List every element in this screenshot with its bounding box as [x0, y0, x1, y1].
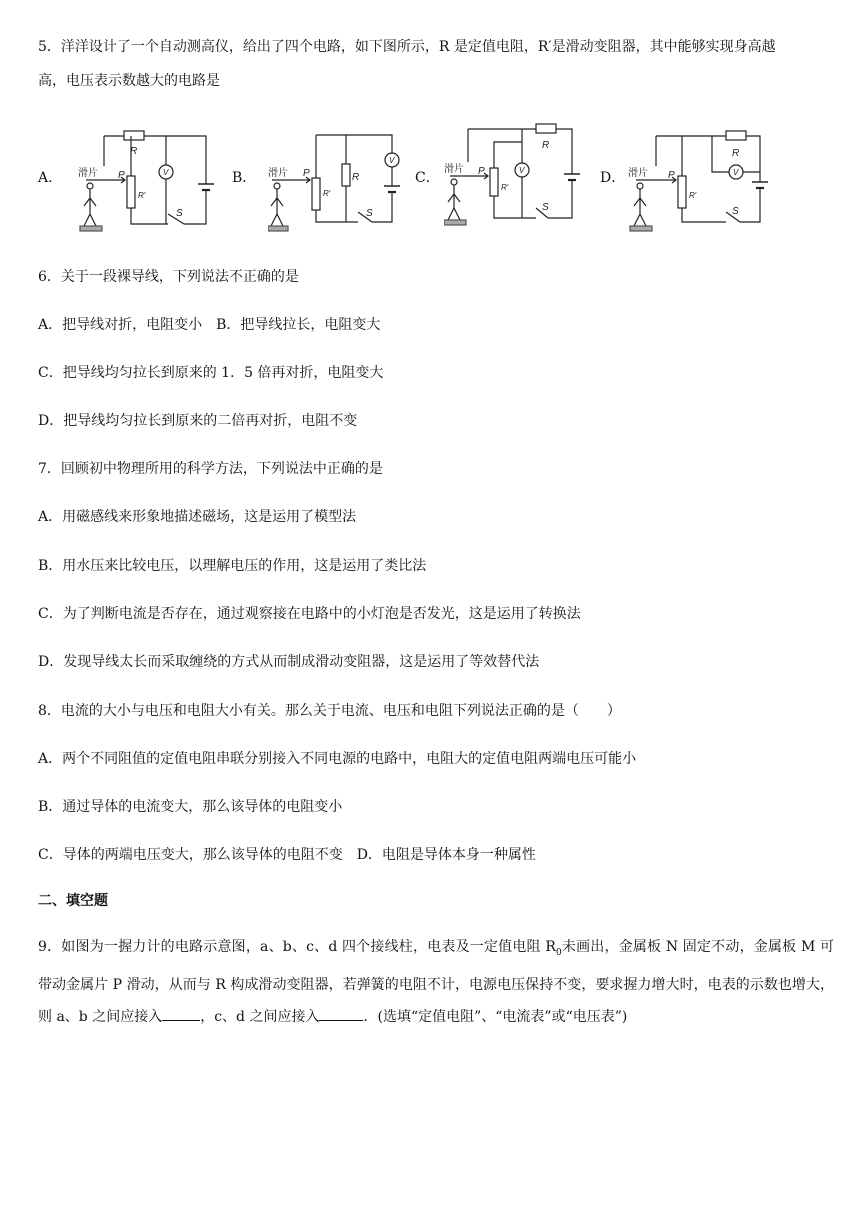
circuit-c-r-label: R	[542, 140, 550, 151]
q9-subscript: 0	[555, 947, 562, 958]
circuit-c-voltmeter-label: V	[519, 166, 525, 175]
q8-option-b: B．通过导体的电流变大，那么该导体的电阻变小	[38, 799, 343, 815]
circuit-diagram-d	[628, 126, 778, 236]
circuit-c-slider-label: 滑片	[444, 164, 464, 175]
q7-stem: 7．回顾初中物理所用的科学方法，下列说法中正确的是	[38, 461, 383, 477]
q7-option-a: A．用磁感线来形象地描述磁场，这是运用了模型法	[38, 509, 357, 525]
circuit-d-slider-label: 滑片	[628, 168, 648, 179]
q9-blank-ab[interactable]	[162, 1005, 200, 1021]
q5-option-a-label: A．	[38, 170, 63, 186]
circuit-b-slider-label: 滑片	[268, 168, 288, 179]
q5-stem-line2: 高，电压表示数越大的电路是	[38, 73, 220, 89]
q9-text-part2: 未画出，金属板 N 固定不动，金属板 M 可带动金属片 P 滑动，从而与 R 构成滑动变阻器，若弹簧的电阻不计，电源电压保持不变，要求握力增大时，电表的示数也增大，则 a、b 之间应接入	[38, 939, 834, 1025]
circuit-d-rprime-label: R′	[689, 191, 697, 200]
q9-text-part4: ．(选填“定值电阻”、“电流表”或“电压表”)	[363, 1008, 628, 1025]
circuit-c-rprime-label: R′	[501, 183, 509, 192]
circuit-a-slider-label: 滑片	[78, 168, 98, 179]
q9-text-part3: ，c、d 之间应接入	[200, 1008, 320, 1025]
circuit-diagram-a	[76, 126, 226, 236]
q9-stem	[38, 931, 834, 1033]
q8-option-a: A．两个不同阻值的定值电阻串联分别接入不同电源的电路中，电阻大的定值电阻两端电压可能小	[38, 751, 637, 767]
q7-option-c: C．为了判断电流是否存在，通过观察接在电路中的小灯泡是否发光，这是运用了转换法	[38, 606, 581, 622]
circuit-c-p-label: P	[478, 166, 485, 177]
circuit-b-r-label: R	[352, 172, 360, 183]
circuit-b-voltmeter-label: V	[389, 156, 395, 165]
circuit-a-rprime-label: R′	[138, 191, 146, 200]
q6-option-d: D．把导线均匀拉长到原来的二倍再对折，电阻不变	[38, 413, 358, 429]
circuit-b-rprime-label: R′	[323, 189, 331, 198]
q9-text-part1: 9．如图为一握力计的电路示意图，a、b、c、d 四个接线柱，电表及一定值电阻 R	[38, 939, 556, 955]
circuit-d-p-label: P	[668, 170, 675, 181]
q5-stem-line1: 5．洋洋设计了一个自动测高仪，给出了四个电路，如下图所示，R 是定值电阻，R′是滑动变阻器，其中能够实现身高越	[38, 39, 776, 55]
q6-option-c: C．把导线均匀拉长到原来的 1．5 倍再对折，电阻变大	[38, 365, 384, 381]
q6-stem: 6．关于一段裸导线，下列说法不正确的是	[38, 269, 299, 285]
circuit-a-r-label: R	[130, 146, 138, 157]
circuit-c-switch-label: S	[542, 202, 549, 213]
circuit-b-switch-label: S	[366, 208, 373, 219]
section-title: 二、填空题	[38, 893, 108, 909]
circuit-b-p-label: P	[303, 168, 310, 179]
q5-option-b-label: B．	[232, 170, 257, 186]
q9-blank-cd[interactable]	[319, 1005, 363, 1021]
circuit-d-switch-label: S	[732, 206, 739, 217]
circuit-a-voltmeter-label: V	[163, 168, 169, 177]
circuit-diagram-c	[444, 122, 594, 232]
circuit-d-r-label: R	[732, 148, 740, 159]
circuit-d-voltmeter-label: V	[733, 168, 739, 177]
q8-stem: 8．电流的大小与电压和电阻大小有关。那么关于电流、电压和电阻下列说法正确的是（ ）	[38, 703, 621, 719]
circuit-diagram-b	[268, 130, 418, 240]
circuit-a-switch-label: S	[176, 208, 183, 219]
circuit-a-p-label: P	[118, 170, 125, 181]
q7-option-b: B．用水压来比较电压，以理解电压的作用，这是运用了类比法	[38, 558, 427, 574]
q8-options-cd: C．导体的两端电压变大，那么该导体的电阻不变 D．电阻是导体本身一种属性	[38, 847, 536, 863]
q5-option-c-label: C．	[415, 170, 440, 186]
q5-option-d-label: D．	[600, 170, 626, 186]
q7-option-d: D．发现导线太长而采取缠绕的方式从而制成滑动变阻器，这是运用了等效替代法	[38, 654, 540, 670]
q6-options-ab: A．把导线对折，电阻变小 B．把导线拉长，电阻变大	[38, 317, 381, 333]
